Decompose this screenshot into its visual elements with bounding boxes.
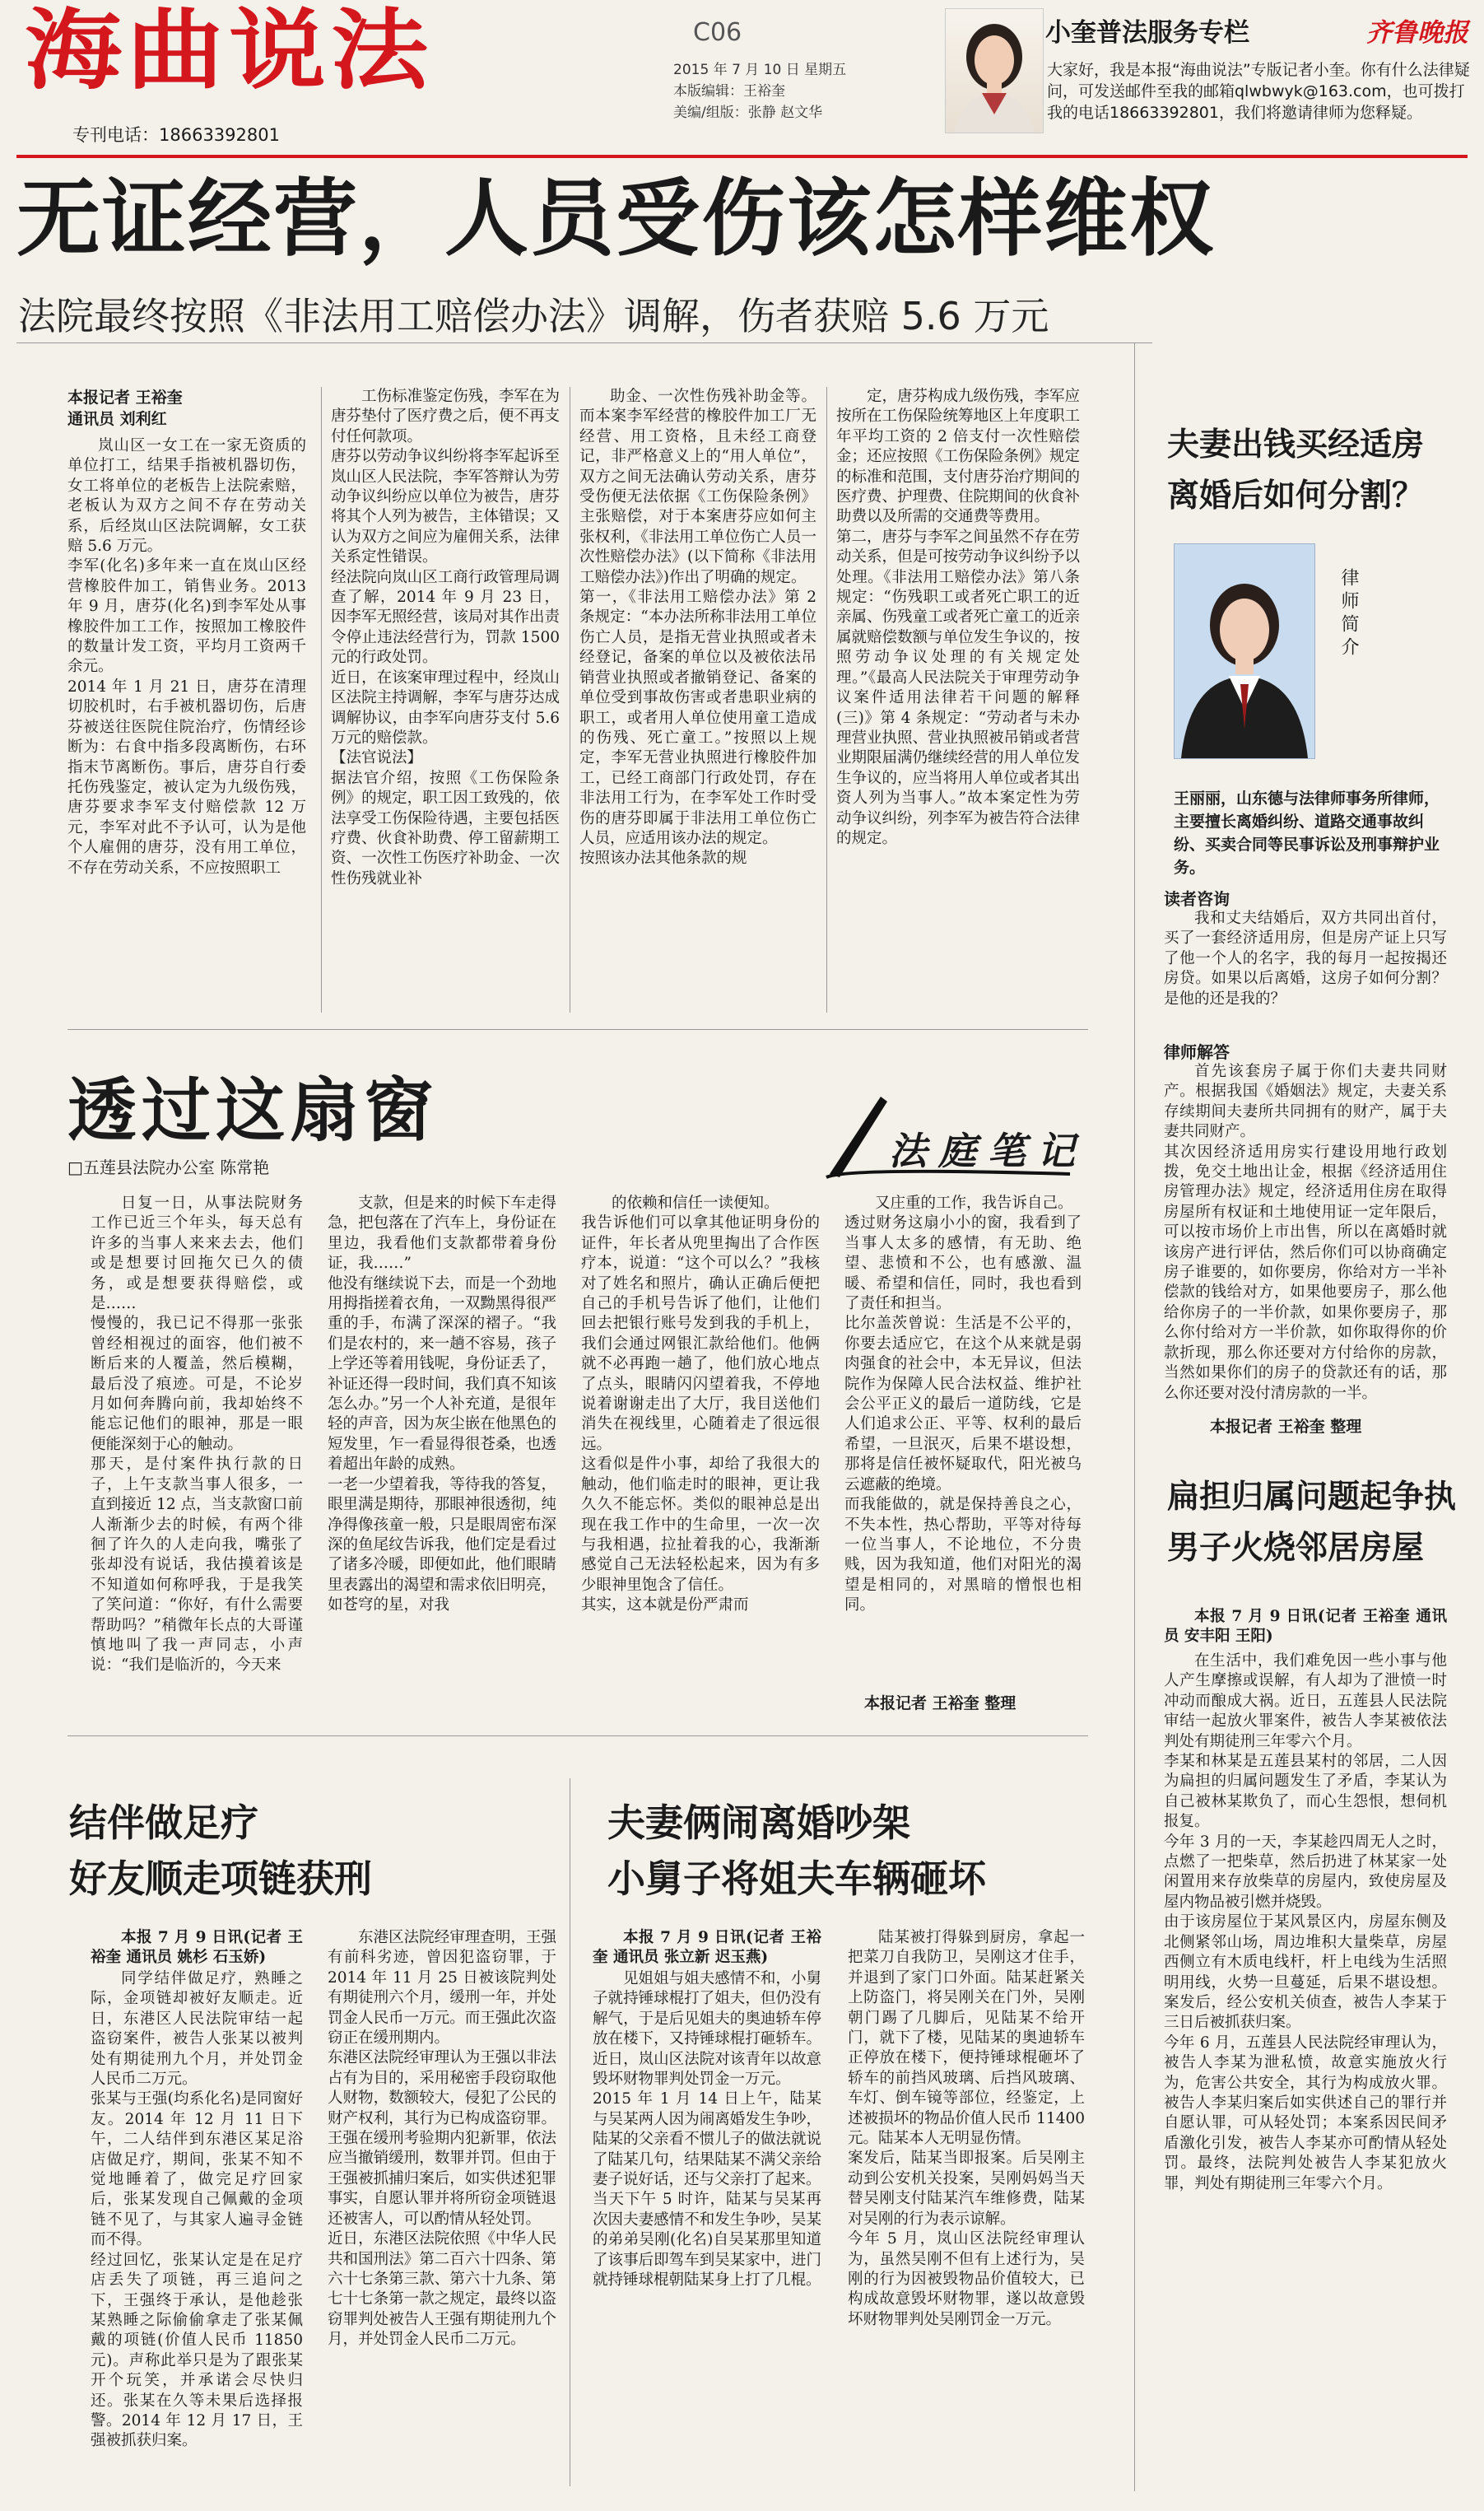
window-column-1: 日复一日，从事法院财务工作已近三个年头，每天总有许多的当事人来来去去，他们或是想要讨回拖欠已久的债务，或是想要获得赔偿，或是…… 慢慢的，我已记不得那一张张曾经相视过的面容，他们被不断后来的人覆盖，然后模糊，最后没了痕迹。可是，不论岁月如何奔腾向前，我却始终不能忘记他们的眼神，那是一眼便能深刻于心的触动。 那天，是付案件执行款的日子，上午支款当事人很多，一直到接近 12 点，当支款窗口前人渐渐少去的时候，有两个徘徊了许久的人走向我，嘴张了张却没有说话，我估摸着该是不知道如何称呼我，于是我笑了笑问道：“你好，有什么需要帮助吗？”稍微年长点的大哥谨慎地叫了我一声同志，小声说：“我们是临沂的，今天来 — [91, 1195, 303, 1675]
foot-title — [69, 1795, 372, 1907]
edition-meta — [673, 59, 846, 123]
answer-head: 律师解答 — [1164, 1042, 1230, 1062]
date-line: 2015 年 7 月 10 日 星期五 — [673, 62, 847, 78]
couple-title-line-1: 夫妻俩闹离婚吵架 — [607, 1801, 910, 1845]
column-divider — [321, 387, 322, 1013]
bottom-rule — [67, 1735, 1088, 1736]
foot-title-line-1: 结伴做足疗 — [69, 1801, 258, 1845]
issue-code: C06 — [693, 18, 742, 47]
foot-column-1: 同学结伴做足疗，熟睡之际，金项链却被好友顺走。近日，东港区人民法院审结一起盗窃案件，被告人张某以被判处有期徒刑九个月，并处罚金人民币二万元。 张某与王强(均系化名)是同窗好友。2014 年 12 月 11 日下午，二人结伴到东港区某足浴店做足疗，期间，张某不知不觉地睡着了，做完足疗回家后，张某发现自己佩戴的金项链不见了，与其家人遍寻金链而不得。 经过回忆，张某认定是在足疗店丢失了项链，再三追问之下，王强终于承认，是他趁张某熟睡之际偷偷拿走了张某佩戴的项链(价值人民币 11850 元)。声称此举只是为了跟张某开个玩笑，并承诺会尽快归还。张某在久等未果后选择报警。2014 年 12 月 17 日，王强被抓获归案。 — [91, 1970, 303, 2450]
lawyer-photo-label: 律师简介 — [1338, 568, 1359, 660]
lead-subhead: 法院最终按照《非法用工赔偿办法》调解，伤者获赔 5.6 万元 — [18, 294, 1049, 338]
window-column-4: 又庄重的工作，我告诉自己。 透过财务这扇小小的窗，我看到了当事人太多的感情，有无助、绝望、悲愤和不公，也有感激、温暖、希望和信任，同时，我也看到了责任和担当。 比尔盖茨曾说：生活是不公平的，你要去适应它，在这个从来就是弱肉强食的社会中，本无异议，但法院作为保障人民合法权益、维护社会公平正义的最后一道防线，它是人们追求公正、平等、权利的最后希望，一旦泯灭，后果不堪设想，那将是信任被怀疑取代，阳光被乌云遮蔽的绝境。 而我能做的，就是保持善良之心，不失本性，热心帮助，平等对待每一位当事人，不论地位，不分贵贱，因为我知道，他们对阳光的渴望是相同的，对黑暗的憎恨也相同。 — [844, 1195, 1082, 1614]
foot-byline-text: 本报 7 月 9 日讯(记者 王裕奎 通讯员 姚杉 石玉娇) — [91, 1929, 303, 1967]
foot-title-line-2: 好友顺走项链获刑 — [69, 1856, 372, 1901]
designer-line: 美编/组版：张静 赵文华 — [673, 105, 823, 121]
lead-column-3: 助金、一次性伤残补助金等。而本案李军经营的橡胶件加工厂无经营、用工资格，且未经工商登记，非严格意义上的“用人单位”，双方之间无法确认劳动关系，唐芬受伤便无法依据《工伤保险条例》主张赔偿，对于本案唐芬应如何主张权利，《非法用工单位伤亡人员一次性赔偿办法》(以下简称《非法用工赔偿办法》)作出了明确的规定。 第一，《非法用工赔偿办法》第 2 条规定：“本办法所称非法用工单位伤亡人员，是指无营业执照或者未经登记，备案的单位以及被依法吊销营业执照或者撤销登记、备案的单位受到事故伤害或者患职业病的职工，或者用人单位使用童工造成的伤残、死亡童工。”按照以上规定，李军无营业执照进行橡胶件加工，已经工商部门行政处罚，存在非法用工行为，在李军处工作时受伤的唐芬即属于非法用工单位伤亡人员，应适用该办法的规定。 按照该办法其他条款的规 — [579, 388, 816, 868]
lead-column-4: 定，唐芬构成九级伤残，李军应按所在工伤保险统筹地区上年度职工年平均工资的 2 倍支付一次性赔偿金；还应按照《工伤保险条例》规定的标准和范围，支付唐芬治疗期间的医疗费、护理费、住院期间的伙食补助费以及所需的交通费等费用。 第二，唐芬与李军之间虽然不存在劳动关系，但是可按劳动争议纠纷予以处理。《非法用工赔偿办法》第八条规定：“伤残职工或者死亡职工的近亲属、伤残童工或者死亡童工的近亲属就赔偿数额与单位发生争议的，按照劳动争议处理的有关规定处理。”《最高人民法院关于审理劳动争议案件适用法律若干问题的解释(三)》第 4 条规定：“劳动者与未办理营业执照、营业执照被吊销或者营业期限届满仍继续经营的用人单位发生争议的，应当将用人单位或者其出资人列为当事人。”故本案定性为劳动争议纠纷，列李军为被告符合法律的规定。 — [836, 388, 1081, 847]
window-column-3: 的依赖和信任一读便知。 我告诉他们可以拿其他证明身份的证件，年长者从兜里掏出了合作医疗本，说道：“这个可以么？”我核对了姓名和照片，确认正确后便把自己的手机号告诉了他们，让他们回去把银行账号发到我的手机上，我们会通过网银汇款给他们。他俩就不必再跑一趟了，他们放心地点了点头，眼睛闪闪望着我，不停地说着谢谢走出了大厅，我目送他们消失在视线里，心随着走了很远很远。 这看似是件小事，却给了我很大的触动，他们临走时的眼神，更让我久久不能忘怀。类似的眼神总是出现在我工作中的生命里，一次一次与我相遇，拉扯着我的心，我渐渐感觉自己无法轻松起来，因为有多少眼神里饱含了信任。 其实，这本就是份严肃而 — [581, 1195, 820, 1614]
qa-title-line-1: 夫妻出钱买经适房 — [1167, 426, 1425, 464]
couple-byline: 本报 7 月 9 日讯(记者 王裕奎 通讯员 张立新 迟玉燕) — [593, 1929, 821, 1967]
couple-title-line-2: 小舅子将姐夫车辆砸坏 — [607, 1856, 986, 1901]
column-title: 小奎普法服务专栏 — [1045, 18, 1249, 48]
legal-notes-logo — [823, 1088, 1086, 1179]
window-rule — [67, 1029, 1088, 1030]
column-divider — [826, 387, 827, 1013]
lead-column-1: 岚山区一女工在一家无资质的单位打工，结果手指被机器切伤，女工将单位的老板告上法院索赔，老板认为双方之间不存在劳动关系，后经岚山区法院调解，女工获赔 5.6 万元。 李军(化名)多年来一直在岚山区经营橡胶件加工，销售业务。2013 年 9 月，唐芬(化名)到李军处从事橡胶件加工工作，按照加工橡胶件的数量计发工资，平均月工资两千余元。 2014 年 1 月 21 日，唐芬在清理切胶机时，右手被机器切伤，后唐芬被送往医院住院治疗，伤情经诊断为：右食中指多段离断伤，右环指末节离断伤。事后，唐芬自行委托伤残鉴定，被认定为九级伤残，唐芬要求李军支付赔偿款 12 万元，李军对此不予认可，认为是他个人雇佣的唐芬，没有用工单位，不存在劳动关系，不应按照职工 — [67, 437, 306, 877]
lawyer-photo — [1174, 543, 1315, 759]
editor-line: 本版编辑：王裕奎 — [673, 83, 785, 100]
reader-question: 我和丈夫结婚后，双方共同出首付，买了一套经济适用房，但是房产证上只写了他一个人的名字，我的每月一起按揭还房贷。如果以后离婚，这房子如何分割？是他的还是我的？ — [1164, 910, 1447, 1008]
reporter-portrait — [945, 8, 1044, 133]
window-end-byline: 本报记者 王裕奎 整理 — [864, 1694, 1016, 1712]
lead-headline: 无证经营，人员受伤该怎样维权 — [16, 170, 1215, 268]
couple-title — [607, 1795, 986, 1907]
legal-notes-label: 法庭笔记 — [889, 1129, 1086, 1173]
masthead-title: 海曲说法 — [25, 0, 434, 102]
masthead-rule — [16, 155, 1468, 158]
lawyer-photo-image — [1175, 544, 1314, 758]
window-title: 透过这扇窗 — [67, 1070, 439, 1151]
newspaper-brand: 齐鲁晚报 — [1366, 18, 1468, 48]
lawyer-answer: 首先该套房子属于你们夫妻共同财产。根据我国《婚姻法》规定，夫妻关系存续期间夫妻所共同拥有的财产，属于夫妻共同财产。 其次因经济适用房实行建设用地行政划拨，免交土地出让金，根据《经济适用住房管理办法》规定，经济适用住房在取得房屋所有权证和土地使用证一定年限后，可以按市场价上市出售，所以在离婚时就该房产进行评估，然后你们可以协商确定房子谁要的，如你要房，你给对方一半补偿款的钱给对方，如果他要房子，那么他给你房子的一半价款，如果你要房子，那么你付给对方一半价款，如你取得你的价款折现，那么你还要对方付给你的房款，当然如果你们的房子的贷款还有的话，那么你还要对没付清房款的一半。 — [1164, 1063, 1447, 1402]
qa-byline: 本报记者 王裕奎 整理 — [1210, 1418, 1362, 1436]
couple-column-2: 陆某被打得躲到厨房，拿起一把菜刀自我防卫，吴刚这才住手，并退到了家门口外面。陆某赶紧关上防盗门，将吴刚关在门外，吴刚朝门踢了几脚后，见陆某不给开门，就下了楼，见陆某的奥迪轿车正停放在楼下，便持锤球棍砸坏了轿车的前挡风玻璃、后挡风玻璃、车灯、倒车镜等部位，经鉴定，上述被损坏的物品价值人民币 11400 元。陆某本人无明显伤情。 案发后，陆某当即报案。后吴刚主动到公安机关投案，吴刚妈妈当天替吴刚支付陆某汽车维修费，陆某对吴刚的行为表示谅解。 今年 5 月，岚山区法院经审理认为，虽然吴刚不但有上述行为，吴刚的行为因被毁物品价值较大，已构成故意毁坏财物罪，遂以故意毁坏财物罪判处吴刚罚金一万元。 — [848, 1929, 1085, 2328]
question-head: 读者咨询 — [1164, 889, 1230, 909]
arson-body: 在生活中，我们难免因一些小事与他人产生摩擦或误解，有人却为了泄愤一时冲动而酿成大祸。近日，五莲县人民法院审结一起放火罪案件，被告人李某被依法判处有期徒刑三年零六个月。 李某和林某是五莲县某村的邻居，二人因为扁担的归属问题发生了矛盾，李某认为自己被林某欺负了，而心生怨恨，想伺机报复。 今年 3 月的一天，李某趁四周无人之时，点燃了一把柴草，然后扔进了林某家一处闲置用来存放柴草的房屋内，致使房屋及屋内物品被引燃并烧毁。 由于该房屋位于某风景区内，房屋东侧及北侧紧邻山场，周边堆积大量柴草，房屋西侧立有木质电线杆，杆上电线为生活照明用线，火势一旦蔓延，后果不堪设想。案发后，经公安机关侦查，被告人李某于三日后被抓获归案。 今年 6 月，五莲县人民法院经审理认为，被告人李某为泄私愤，故意实施放火行为，危害公共安全，其行为构成放火罪。被告人李某归案后如实供述自己的罪行并自愿认罪，可从轻处罚；本案系因民间矛盾激化引发，被告人李某亦可酌情从轻处罚。最终，法院判处被告人李某犯放火罪，判处有期徒刑三年零六个月。 — [1164, 1652, 1447, 2192]
hotline: 专刊电话：18663392801 — [72, 125, 280, 145]
qa-title-line-2: 离婚后如何分割？ — [1167, 478, 1425, 515]
reporter-portrait-image — [946, 9, 1043, 133]
lawyer-bio: 王丽丽，山东德与法律师事务所律师，主要擅长离婚纠纷、道路交通事故纠纷、买卖合同等民事诉讼及刑事辩护业务。 — [1174, 790, 1440, 877]
window-column-2: 支款，但是来的时候下车走得急，把包落在了汽车上，身份证在里边，我看他们支款都带着身份证，我……” 他没有继续说下去，而是一个劲地用拇指搓着衣角，一双黝黑得很严重的手，布满了深深的褶子。“我们是农村的，来一趟不容易，孩子上学还等着用钱呢，身份证丢了，补证还得一段时间，我们真不知该怎么办。”另一个人补充道，是很年轻的声音，因为灰尘嵌在他黑色的短发里，乍一看显得很苍桑，也透着超出年龄的成熟。 一老一少望着我，等待我的答复，眼里满是期待，那眼神很透彻，纯净得像孩童一般，只是眼周密布深深的鱼尾纹告诉我，他们定是看过了诸多冷暖，即便如此，他们眼睛里表露出的渴望和需求依旧明亮，如苍穹的星，对我 — [328, 1195, 556, 1614]
lead-byline: 本报记者 王裕奎 通讯员 刘利红 — [67, 389, 183, 428]
column-intro: 大家好，我是本报“海曲说法”专版记者小奎。你有什么法律疑问，可发送邮件至我的邮箱qlwbwyk@163.com，也可拨打我的电话18663392801，我们将邀请律师为您释疑。 — [1047, 61, 1470, 122]
window-byline: □五莲县法院办公室 陈常艳 — [67, 1158, 270, 1177]
arson-title — [1167, 1472, 1456, 1574]
foot-column-2: 东港区法院经审理查明，王强有前科劣迹，曾因犯盗窃罪，于 2014 年 11 月 25 日被该院判处有期徒刑六个月，缓刑一年，并处罚金人民币一万元。而王强此次盗窃正在缓刑期内。 东港区法院经审理认为王强以非法占有为目的，采用秘密手段窃取他人财物，数额较大，侵犯了公民的财产权利，其行为已构成盗窃罪。王强在缓刑考验期内犯新罪，依法应当撤销缓刑，数罪并罚。但由于王强被抓捕归案后，如实供述犯罪事实，自愿认罪并将所窃金项链退还被害人，可以酌情从轻处罚。 近日，东港区法院依照《中华人民共和国刑法》第二百六十四条、第六十七条第三款、第六十九条、第七十七条第一款之规定，最终以盗窃罪判处被告人王强有期徒刑九个月，并处罚金人民币二万元。 — [328, 1929, 556, 2349]
qa-title — [1167, 420, 1424, 522]
arson-title-line-1: 扁担归属问题起争执 — [1167, 1479, 1457, 1516]
lead-column-2: 工伤标准鉴定伤残，李军在为唐芬垫付了医疗费之后，便不再支付任何款项。 唐芬以劳动争议纠纷将李军起诉至岚山区人民法院，李军答辩认为劳动争议纠纷应以单位为被告，唐芬将其个人列为被告，主体错误；又认为双方之间应为雇佣关系，法律关系定性错误。 经法院向岚山区工商行政管理局调查了解，2014 年 9 月 23 日，因李军无照经营，该局对其作出责令停止违法经营行为，罚款 1500 元的行政处罚。 近日，在该案审理过程中，经岚山区法院主持调解，李军与唐芬达成调解协议，由李军向唐芬支付 5.6 万元的赔偿款。 【法官说法】 据法官介绍，按照《工伤保险条例》的规定，职工因工致残的，依法享受工伤保险待遇，主要包括医疗费、伙食补助费、停工留薪期工资、一次性工伤医疗补助金、一次性伤残就业补 — [331, 388, 560, 887]
couple-column-1: 见姐姐与姐夫感情不和，小舅子就持锤球棍打了姐夫，但仍没有解气，于是后见姐夫的奥迪轿车停放在楼下，又持锤球棍打砸轿车。近日，岚山区法院对该青年以故意毁坏财物罪判处罚金一万元。 2015 年 1 月 14 日上午，陆某与吴某两人因为闹离婚发生争吵，陆某的父亲看不惯儿子的做法就说了陆某几句，结果陆某不满父亲给妻子说好话，还与父亲打了起来。 当天下午 5 时许，陆某与吴某再次因夫妻感情不和发生争吵，吴某的弟弟吴刚(化名)自吴某那里知道了该事后即驾车到吴某家中，进门就持锤球棍朝陆某身上打了几棍。 — [593, 1970, 821, 2290]
sidebar-divider — [1134, 342, 1135, 2491]
arson-title-line-2: 男子火烧邻居房屋 — [1167, 1530, 1425, 1567]
arson-byline: 本报 7 月 9 日讯(记者 王裕奎 通讯员 安丰阳 王阳) — [1164, 1608, 1447, 1646]
lead-rule — [16, 342, 1152, 343]
